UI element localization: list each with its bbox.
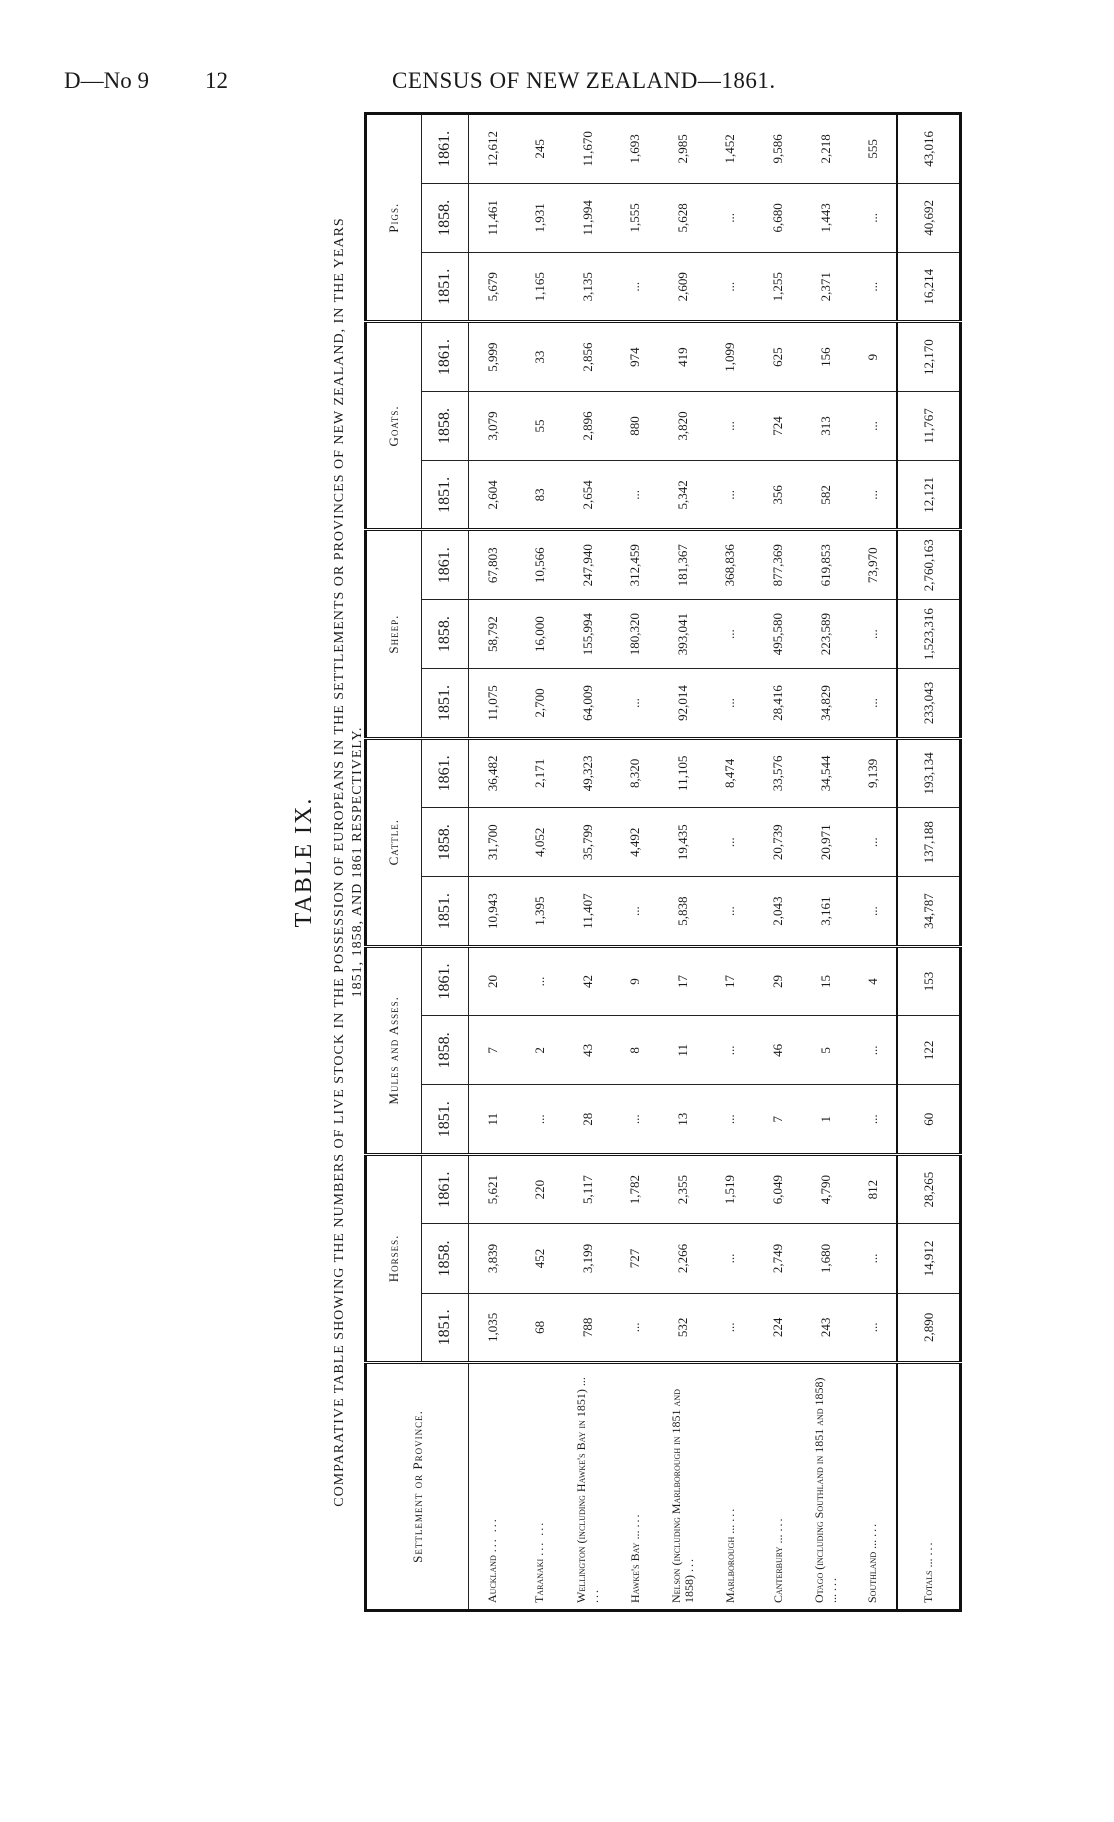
table-cell: 1,693 — [611, 114, 659, 184]
table-cell: ... — [850, 1085, 898, 1154]
table-cell: ... — [707, 877, 755, 946]
table-cell: ... — [611, 1085, 659, 1154]
table-cell: 29 — [754, 946, 802, 1015]
year-header: 1861. — [422, 530, 469, 599]
table-row — [802, 114, 850, 1611]
settlement-name: Totals ... — [921, 1558, 936, 1603]
table-cell: 2,700 — [516, 669, 564, 738]
table-cell: 788 — [564, 1293, 612, 1362]
table-cell: 3,820 — [659, 391, 707, 460]
row-label — [659, 1363, 707, 1611]
table-cell: 1,395 — [516, 877, 564, 946]
table-cell: 12,612 — [469, 114, 517, 184]
table-cell: 20 — [469, 946, 517, 1015]
table-cell: 43,016 — [897, 114, 960, 184]
table-cell: 5 — [802, 1016, 850, 1085]
table-cell: ... — [707, 1016, 755, 1085]
table-cell: 181,367 — [659, 530, 707, 599]
table-cell: 2 — [516, 1016, 564, 1085]
table-cell: 452 — [516, 1224, 564, 1293]
table-cell: 877,369 — [754, 530, 802, 599]
row-header: Settlement or Province. — [366, 1363, 469, 1611]
table-cell: 1,523,316 — [897, 599, 960, 668]
table-row — [659, 114, 707, 1611]
year-header: 1851. — [422, 461, 469, 530]
table-cell: 724 — [754, 391, 802, 460]
row-label — [564, 1363, 612, 1611]
table-cell: 33,576 — [754, 738, 802, 807]
table-cell: 532 — [659, 1293, 707, 1362]
year-header: 1851. — [422, 669, 469, 738]
table-cell: 11,767 — [897, 391, 960, 460]
table-cell: 11,461 — [469, 183, 517, 252]
year-header: 1858. — [422, 1224, 469, 1293]
table-cell: 11,994 — [564, 183, 612, 252]
table-cell: 43 — [564, 1016, 612, 1085]
table-cell: 15 — [802, 946, 850, 1015]
table-cell: 2,043 — [754, 877, 802, 946]
group-header-cattle: Cattle. — [366, 738, 422, 946]
table-cell: 313 — [802, 391, 850, 460]
table-cell: 92,014 — [659, 669, 707, 738]
table-cell: 34,829 — [802, 669, 850, 738]
table-cell: 28 — [564, 1085, 612, 1154]
table-cell: 11 — [659, 1016, 707, 1085]
table-row — [564, 114, 612, 1611]
table-cell: 64,009 — [564, 669, 612, 738]
table-cell: 243 — [802, 1293, 850, 1362]
table-cell: 312,459 — [611, 530, 659, 599]
table-cell: 7 — [469, 1016, 517, 1085]
table-cell: 1,452 — [707, 114, 755, 184]
group-header-mules: Mules and Asses. — [366, 946, 422, 1154]
table-cell: 73,970 — [850, 530, 898, 599]
table-cell: ... — [707, 1293, 755, 1362]
table-cell: 55 — [516, 391, 564, 460]
table-cell: 17 — [707, 946, 755, 1015]
group-header-horses: Horses. — [366, 1154, 422, 1362]
table-caption — [291, 112, 365, 1612]
row-label — [897, 1363, 960, 1611]
settlement-name: Southland ... — [865, 1539, 880, 1603]
table-cell: 419 — [659, 322, 707, 391]
year-header: 1858. — [422, 391, 469, 460]
table-cell: ... — [516, 1085, 564, 1154]
table-cell: 2,355 — [659, 1154, 707, 1223]
table-cell: 393,041 — [659, 599, 707, 668]
year-header: 1861. — [422, 322, 469, 391]
table-cell: 33 — [516, 322, 564, 391]
table-cell: 233,043 — [897, 669, 960, 738]
year-header: 1858. — [422, 599, 469, 668]
table-cell: ... — [850, 183, 898, 252]
table-cell: 356 — [754, 461, 802, 530]
year-header: 1851. — [422, 877, 469, 946]
table-cell: 582 — [802, 461, 850, 530]
settlement-name: Otago (including Southland in 1851 and 1858) ... — [811, 1377, 839, 1603]
table-cell: 19,435 — [659, 808, 707, 877]
table-cell: 1,099 — [707, 322, 755, 391]
leader-dots: ... — [722, 1506, 737, 1522]
year-header: 1861. — [422, 114, 469, 184]
table-cell: ... — [707, 461, 755, 530]
table-row — [469, 114, 517, 1611]
table-cell: 2,609 — [659, 253, 707, 322]
leader-dots: ... — [770, 1516, 785, 1532]
table-cell: 625 — [754, 322, 802, 391]
table-cell: 9,139 — [850, 738, 898, 807]
table-cell: 3,839 — [469, 1224, 517, 1293]
table-cell: ... — [707, 1224, 755, 1293]
settlement-name: Auckland — [485, 1555, 500, 1603]
leader-dots: ... ... — [485, 1517, 500, 1553]
table-cell: 4,052 — [516, 808, 564, 877]
livestock-table — [364, 112, 962, 1612]
table-cell: ... — [850, 669, 898, 738]
table-cell: 2,890 — [897, 1293, 960, 1362]
table-cell: ... — [611, 253, 659, 322]
table-cell: 2,218 — [802, 114, 850, 184]
table-cell: ... — [516, 946, 564, 1015]
year-header: 1858. — [422, 1016, 469, 1085]
table-cell: 4,492 — [611, 808, 659, 877]
table-number: TABLE IX. — [291, 796, 317, 928]
table-cell: 5,999 — [469, 322, 517, 391]
table-cell: 8,320 — [611, 738, 659, 807]
group-header-goats: Goats. — [366, 322, 422, 530]
running-title: CENSUS OF NEW ZEALAND—1861. — [392, 68, 776, 93]
settlement-name: Hawke's Bay ... — [627, 1530, 642, 1603]
table-cell: ... — [707, 253, 755, 322]
table-cell: ... — [611, 1293, 659, 1362]
table-cell: 1,782 — [611, 1154, 659, 1223]
table-cell: 156 — [802, 322, 850, 391]
year-header: 1851. — [422, 253, 469, 322]
table-row — [611, 114, 659, 1611]
table-cell: 9,586 — [754, 114, 802, 184]
table-cell: 11 — [469, 1085, 517, 1154]
group-header-sheep: Sheep. — [366, 530, 422, 738]
leader-dots: ... — [865, 1521, 880, 1537]
table-cell: 7 — [754, 1085, 802, 1154]
table-cell: 4 — [850, 946, 898, 1015]
table-cell: ... — [707, 183, 755, 252]
table-cell: 83 — [516, 461, 564, 530]
table-cell: 4,790 — [802, 1154, 850, 1223]
table-row — [754, 114, 802, 1611]
leader-dots: ... — [627, 1512, 642, 1528]
table-cell: 1,443 — [802, 183, 850, 252]
table-cell: 5,621 — [469, 1154, 517, 1223]
table-cell: 35,799 — [564, 808, 612, 877]
table-cell: 3,161 — [802, 877, 850, 946]
table-body — [469, 114, 961, 1611]
leader-dots: ... ... — [532, 1520, 547, 1556]
table-cell: 2,760,163 — [897, 530, 960, 599]
table-cell: 1,519 — [707, 1154, 755, 1223]
table-cell: 5,342 — [659, 461, 707, 530]
table-cell: ... — [707, 808, 755, 877]
row-label — [516, 1363, 564, 1611]
table-cell: 16,000 — [516, 599, 564, 668]
table-cell: ... — [707, 391, 755, 460]
table-cell: ... — [707, 669, 755, 738]
table-cell: 6,049 — [754, 1154, 802, 1223]
settlement-name: Canterbury ... — [770, 1534, 785, 1603]
table-cell: 8,474 — [707, 738, 755, 807]
table-cell: 2,985 — [659, 114, 707, 184]
table-cell: ... — [850, 253, 898, 322]
year-header: 1858. — [422, 808, 469, 877]
table-cell: 1,035 — [469, 1293, 517, 1362]
table-row — [850, 114, 898, 1611]
table-cell: 12,121 — [897, 461, 960, 530]
table-cell: 67,803 — [469, 530, 517, 599]
table-cell: 11,670 — [564, 114, 612, 184]
table-cell: 42 — [564, 946, 612, 1015]
leader-dots: ... — [681, 1557, 696, 1572]
table-cell: 14,912 — [897, 1224, 960, 1293]
caption-line-1: COMPARATIVE TABLE SHOWING THE NUMBERS OF LIVE STOCK IN THE POSSESSION OF EUROPEANS IN THE SETTLEMENTS OR PROVINCES OF NEW ZEALAND, IN THE YEARS — [332, 217, 347, 1507]
table-cell: 36,482 — [469, 738, 517, 807]
table-cell: 34,544 — [802, 738, 850, 807]
table-cell: ... — [611, 877, 659, 946]
table-cell: 11,105 — [659, 738, 707, 807]
table-cell: 3,079 — [469, 391, 517, 460]
table-cell: 153 — [897, 946, 960, 1015]
leader-dots: ... — [824, 1576, 839, 1591]
table-cell: 12,170 — [897, 322, 960, 391]
table-cell: 8 — [611, 1016, 659, 1085]
table-cell: ... — [850, 877, 898, 946]
table-cell: 10,943 — [469, 877, 517, 946]
table-cell: 2,266 — [659, 1224, 707, 1293]
table-cell: 137,188 — [897, 808, 960, 877]
settlement-name: Marlborough ... — [722, 1524, 737, 1603]
rotated-table-block — [292, 112, 962, 1612]
table-cell: 220 — [516, 1154, 564, 1223]
table-cell: 9 — [850, 322, 898, 391]
table-cell: 10,566 — [516, 530, 564, 599]
table-cell: 58,792 — [469, 599, 517, 668]
table-cell: 2,654 — [564, 461, 612, 530]
table-cell: 880 — [611, 391, 659, 460]
table-cell: ... — [611, 669, 659, 738]
table-cell: ... — [850, 1016, 898, 1085]
row-label — [850, 1363, 898, 1611]
table-cell: ... — [850, 808, 898, 877]
table-cell: 34,787 — [897, 877, 960, 946]
year-header: 1861. — [422, 946, 469, 1015]
table-cell: ... — [707, 1085, 755, 1154]
table-cell: 28,265 — [897, 1154, 960, 1223]
table-cell: 2,856 — [564, 322, 612, 391]
row-label — [802, 1363, 850, 1611]
group-header-pigs: Pigs. — [366, 114, 422, 322]
caption-line-2: 1851, 1858, AND 1861 RESPECTIVELY. — [350, 726, 365, 998]
table-cell: 224 — [754, 1293, 802, 1362]
table-cell: 180,320 — [611, 599, 659, 668]
table-cell: 3,135 — [564, 253, 612, 322]
table-cell: 28,416 — [754, 669, 802, 738]
table-cell: 40,692 — [897, 183, 960, 252]
table-cell: 495,580 — [754, 599, 802, 668]
table-cell: 2,371 — [802, 253, 850, 322]
table-cell: 6,680 — [754, 183, 802, 252]
table-cell: ... — [850, 391, 898, 460]
row-label — [707, 1363, 755, 1611]
table-cell: 5,117 — [564, 1154, 612, 1223]
table-cell: 5,628 — [659, 183, 707, 252]
table-cell: 1,255 — [754, 253, 802, 322]
table-cell: 11,407 — [564, 877, 612, 946]
year-header: 1851. — [422, 1085, 469, 1154]
row-label — [469, 1363, 517, 1611]
leader-dots: ... — [586, 1588, 601, 1603]
table-row — [516, 114, 564, 1611]
table-cell: 11,075 — [469, 669, 517, 738]
table-cell: 1,555 — [611, 183, 659, 252]
table-cell: 2,749 — [754, 1224, 802, 1293]
table-cell: 49,323 — [564, 738, 612, 807]
table-cell: 122 — [897, 1016, 960, 1085]
year-header: 1861. — [422, 1154, 469, 1223]
table-cell: 155,994 — [564, 599, 612, 668]
table-cell: 5,838 — [659, 877, 707, 946]
table-cell: 31,700 — [469, 808, 517, 877]
table-cell: ... — [850, 1224, 898, 1293]
table-cell: 1,931 — [516, 183, 564, 252]
table-row — [707, 114, 755, 1611]
table-cell: 2,171 — [516, 738, 564, 807]
settlement-name: Wellington (including Hawke's Bay in 1851) ... — [573, 1377, 588, 1603]
table-cell: 5,679 — [469, 253, 517, 322]
table-cell: 245 — [516, 114, 564, 184]
table-cell: 9 — [611, 946, 659, 1015]
table-cell: ... — [850, 599, 898, 668]
table-cell: ... — [850, 1293, 898, 1362]
table-cell: 247,940 — [564, 530, 612, 599]
table-cell: 1,680 — [802, 1224, 850, 1293]
table-cell: 2,896 — [564, 391, 612, 460]
row-label — [611, 1363, 659, 1611]
table-cell: ... — [707, 599, 755, 668]
table-cell: 20,739 — [754, 808, 802, 877]
table-cell: 16,214 — [897, 253, 960, 322]
year-header: 1861. — [422, 738, 469, 807]
table-cell: ... — [611, 461, 659, 530]
table-cell: 3,199 — [564, 1224, 612, 1293]
totals-row — [897, 114, 960, 1611]
row-label — [754, 1363, 802, 1611]
table-cell: 1 — [802, 1085, 850, 1154]
table-cell: 20,971 — [802, 808, 850, 877]
table-cell: 368,836 — [707, 530, 755, 599]
table-cell: 1,165 — [516, 253, 564, 322]
table-cell: 46 — [754, 1016, 802, 1085]
settlement-name: Taranaki — [532, 1558, 547, 1603]
table-cell: 17 — [659, 946, 707, 1015]
table-cell: 555 — [850, 114, 898, 184]
table-cell: 68 — [516, 1293, 564, 1362]
table-cell: 13 — [659, 1085, 707, 1154]
year-header: 1858. — [422, 183, 469, 252]
page-number: 12 — [205, 68, 228, 93]
year-header: 1851. — [422, 1293, 469, 1362]
table-cell: 2,604 — [469, 461, 517, 530]
table-cell: 619,853 — [802, 530, 850, 599]
table-cell: 974 — [611, 322, 659, 391]
running-head — [0, 68, 1114, 98]
document-reference: D—No 9 — [64, 68, 149, 93]
table-cell: 193,134 — [897, 738, 960, 807]
table-cell: 223,589 — [802, 599, 850, 668]
table-cell: 60 — [897, 1085, 960, 1154]
settlement-name: Nelson (including Marlborough in 1851 and 1858) — [668, 1389, 696, 1603]
table-cell: 727 — [611, 1224, 659, 1293]
table-cell: ... — [850, 461, 898, 530]
table-cell: 812 — [850, 1154, 898, 1223]
leader-dots: ... — [921, 1540, 936, 1556]
